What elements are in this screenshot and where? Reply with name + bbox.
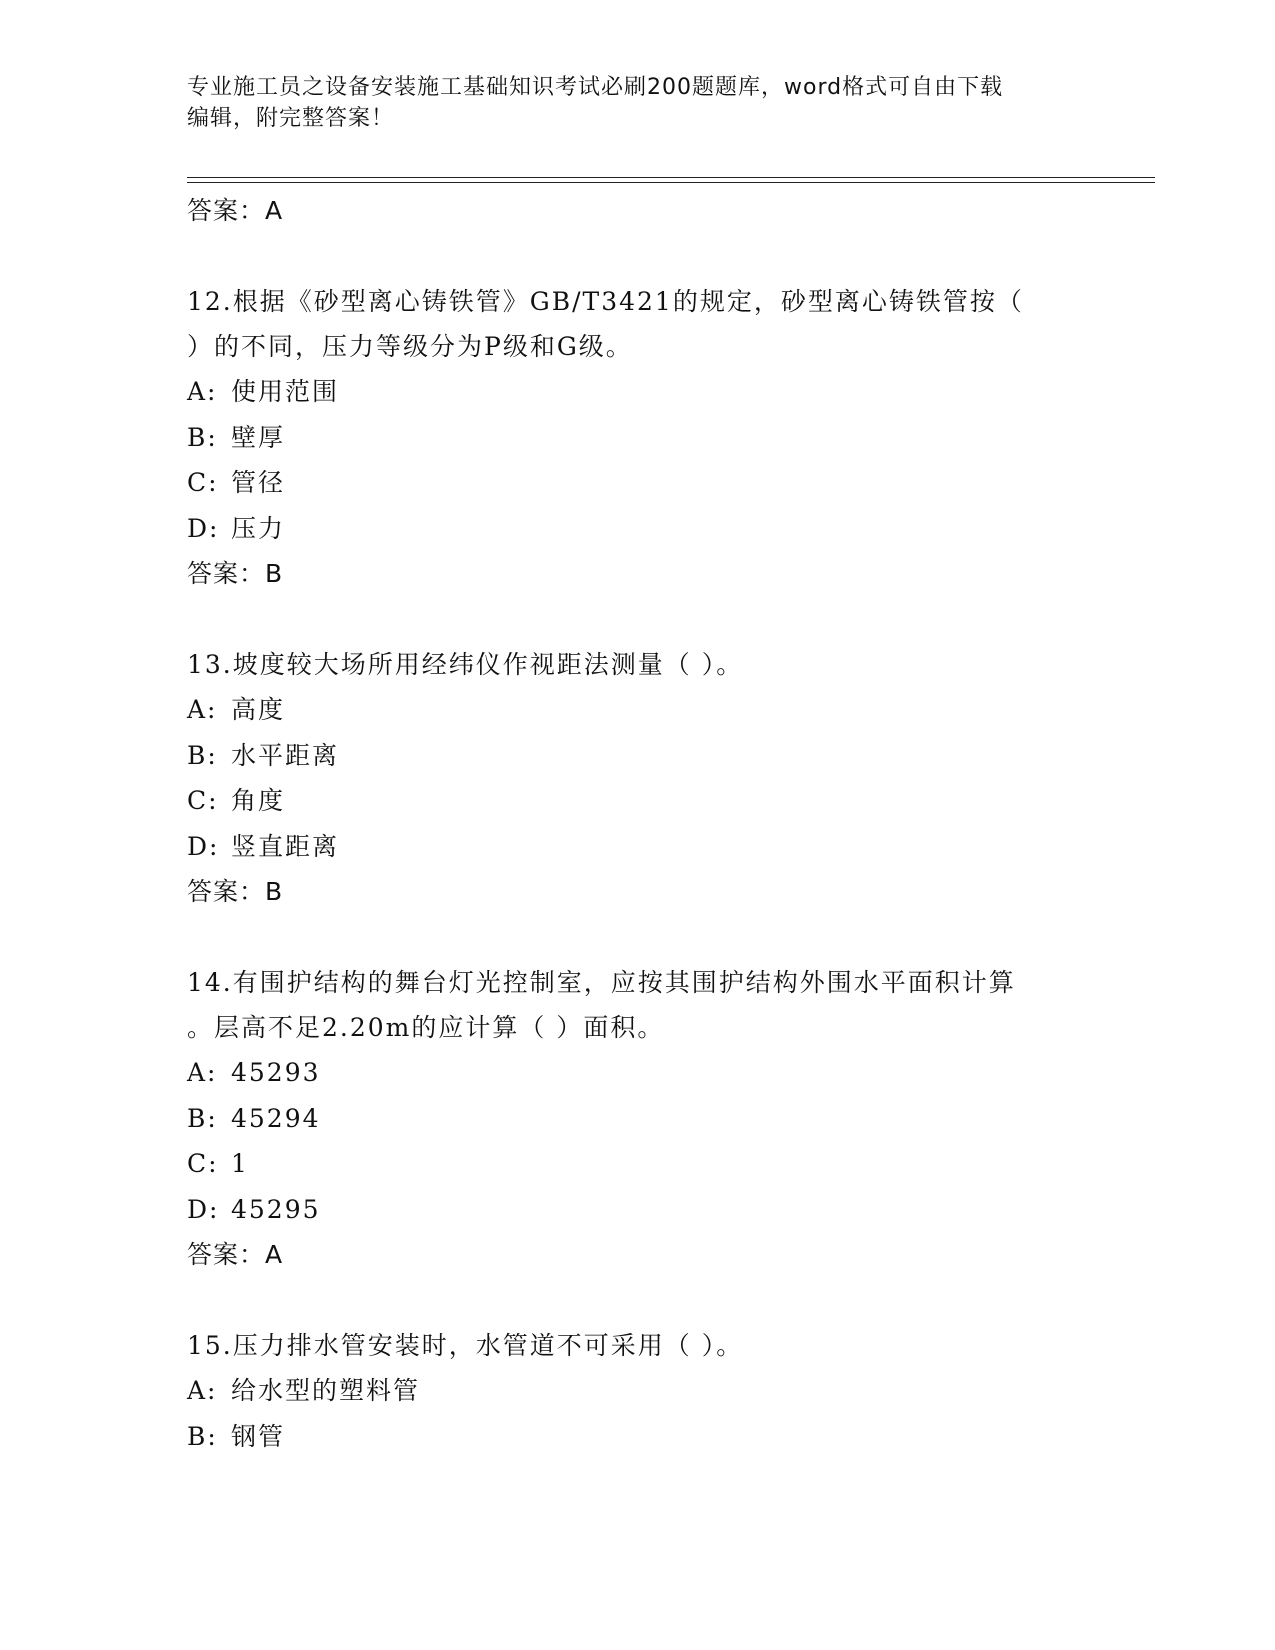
option-text: 45295 bbox=[231, 1194, 321, 1224]
header-rule-bottom bbox=[187, 182, 1155, 183]
option-a bbox=[187, 1368, 1087, 1414]
option-a bbox=[187, 687, 1087, 733]
option-text: 压力 bbox=[231, 513, 286, 543]
option-letter: B: bbox=[187, 1103, 218, 1133]
option-letter: B: bbox=[187, 422, 218, 452]
question-block bbox=[187, 279, 1087, 596]
question-text bbox=[187, 642, 1087, 687]
option-letter: C: bbox=[187, 468, 219, 497]
option-letter: A: bbox=[187, 1058, 218, 1087]
option-d bbox=[187, 824, 1087, 870]
header-line-2: 编辑，附完整答案！ bbox=[187, 106, 395, 131]
question-list bbox=[187, 188, 1087, 1459]
answer-line: 答案：A bbox=[187, 1240, 284, 1269]
option-text: 给水型的塑料管 bbox=[231, 1376, 421, 1405]
option-b bbox=[187, 415, 1087, 461]
option-text: 水平距离 bbox=[231, 740, 340, 770]
header-rule-top bbox=[187, 177, 1155, 178]
answer-line: 答案：B bbox=[187, 877, 284, 906]
option-c bbox=[187, 460, 1087, 506]
question-line: 15.压力排水管安装时，水管道不可采用（ ）。 bbox=[187, 1331, 744, 1360]
header-line-1: 专业施工员之设备安装施工基础知识考试必刷200题题库，word格式可自由下载 bbox=[187, 75, 1004, 100]
option-letter: B: bbox=[187, 740, 218, 770]
question-text bbox=[187, 279, 1087, 369]
option-b bbox=[187, 733, 1087, 779]
option-text: 高度 bbox=[231, 695, 286, 724]
option-a bbox=[187, 1050, 1087, 1096]
option-text: 管径 bbox=[231, 468, 286, 497]
question-line: 14.有围护结构的舞台灯光控制室，应按其围护结构外围水平面积计算 bbox=[187, 968, 1016, 997]
option-d bbox=[187, 506, 1087, 552]
option-text: 竖直距离 bbox=[231, 831, 340, 861]
question-line: ）的不同，压力等级分为P级和G级。 bbox=[187, 332, 633, 361]
question-block bbox=[187, 642, 1087, 914]
option-letter: D: bbox=[187, 1194, 220, 1224]
option-b bbox=[187, 1414, 1087, 1460]
option-b bbox=[187, 1096, 1087, 1142]
question-text bbox=[187, 960, 1087, 1050]
option-letter: A: bbox=[187, 377, 218, 406]
option-text: 1 bbox=[231, 1149, 249, 1178]
option-letter: D: bbox=[187, 831, 220, 861]
option-text: 角度 bbox=[231, 786, 286, 815]
option-c bbox=[187, 1141, 1087, 1187]
document-header bbox=[187, 72, 1087, 134]
option-d bbox=[187, 1187, 1087, 1233]
option-letter: D: bbox=[187, 513, 220, 543]
option-text: 钢管 bbox=[231, 1421, 286, 1451]
question-block bbox=[187, 960, 1087, 1277]
question-line: 12.根据《砂型离心铸铁管》GB/T3421的规定，砂型离心铸铁管按（ bbox=[187, 287, 1024, 316]
option-letter: A: bbox=[187, 1376, 218, 1405]
option-a bbox=[187, 369, 1087, 415]
option-letter: B: bbox=[187, 1421, 218, 1451]
question-text bbox=[187, 1323, 1087, 1368]
answer-line: 答案：B bbox=[187, 559, 284, 588]
question-line: 。层高不足2.20m的应计算（ ）面积。 bbox=[187, 1013, 665, 1042]
option-text: 壁厚 bbox=[231, 422, 286, 452]
question-line: 13.坡度较大场所用经纬仪作视距法测量（ ）。 bbox=[187, 650, 744, 679]
option-letter: C: bbox=[187, 1149, 219, 1178]
answer-line: 答案：A bbox=[187, 196, 284, 225]
option-text: 使用范围 bbox=[231, 377, 340, 406]
option-text: 45293 bbox=[231, 1058, 321, 1087]
option-letter: C: bbox=[187, 786, 219, 815]
question-block bbox=[187, 1323, 1087, 1459]
option-c bbox=[187, 778, 1087, 824]
option-text: 45294 bbox=[231, 1103, 321, 1133]
option-letter: A: bbox=[187, 695, 218, 724]
